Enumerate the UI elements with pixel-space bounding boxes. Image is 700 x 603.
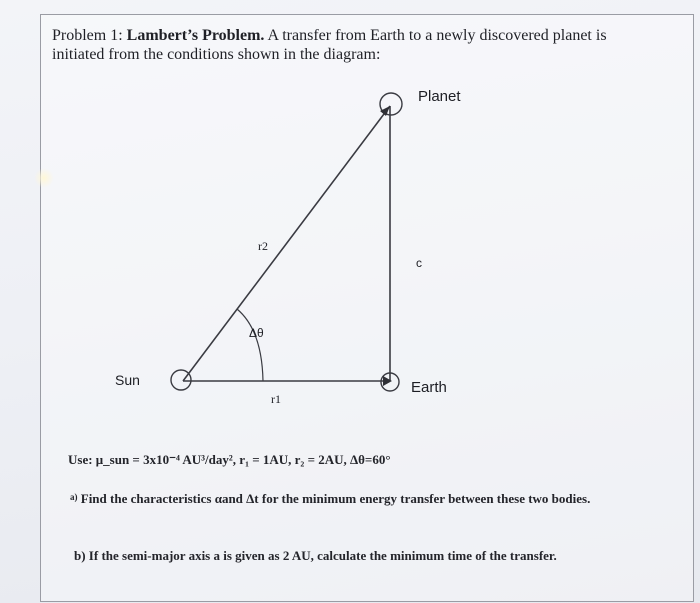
problem-title: Lambert’s Problem. <box>126 27 265 44</box>
delta-theta-label: Δθ <box>249 326 264 340</box>
problem-number: Problem 1: <box>52 27 127 44</box>
planet-label: Planet <box>418 88 461 105</box>
r1-label: r1 <box>271 392 281 406</box>
given-values: Use: μ_sun = 3x10⁻⁴ AU³/day², r₁ = 1AU, r₂ = 2AU, Δθ=60° <box>68 452 391 467</box>
part-a-text: Find the characteristics αand Δt for the minimum energy transfer between these two bodies. <box>80 491 591 506</box>
r2-line <box>183 106 390 381</box>
r2-label: r2 <box>258 239 268 253</box>
part-b: b) If the semi-major axis a is given as 2 AU, calculate the minimum time of the transfer. <box>74 548 557 563</box>
header-line2: initiated from the conditions shown in the diagram: <box>52 46 381 63</box>
part-a-marker: a) <box>70 492 78 502</box>
earth-label: Earth <box>411 379 447 396</box>
part-a <box>70 490 630 506</box>
c-label: c <box>416 256 422 270</box>
delta-theta-arc <box>237 309 263 381</box>
sun-label: Sun <box>115 372 140 388</box>
header-line1-rest: A transfer from Earth to a newly discovered planet is <box>264 27 607 44</box>
sun-marker <box>171 370 191 390</box>
